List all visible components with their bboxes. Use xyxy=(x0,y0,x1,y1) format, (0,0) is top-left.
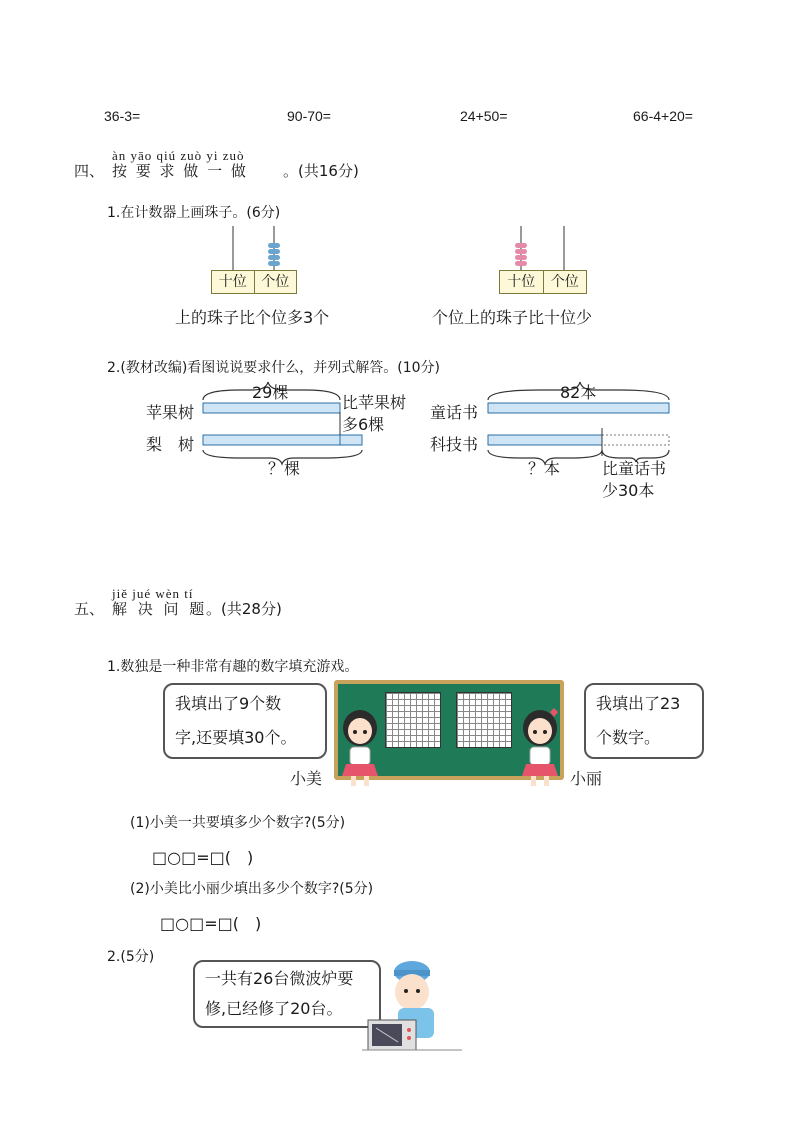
ones-rod xyxy=(563,226,565,270)
q1-text: 1.在计数器上画珠子。(6分) xyxy=(107,205,281,221)
bubble-left-line2: 字,还要填30个。 xyxy=(175,728,297,747)
q5-1-text: 1.数独是一种非常有趣的数字填充游戏。 xyxy=(107,659,359,675)
repairman-illustration xyxy=(362,958,462,1054)
tens-label: 十位 xyxy=(218,274,247,290)
bubble-repair-line1: 一共有26台微波炉要 xyxy=(205,969,354,988)
right-row1-label: 童话书 xyxy=(430,403,479,422)
bead xyxy=(515,255,527,260)
bubble-right-line2: 个数字。 xyxy=(596,728,661,747)
speech-bubble-xiaomei xyxy=(163,683,327,759)
section4-score: 。(共16分) xyxy=(283,162,359,180)
calc-item-2: 90-70= xyxy=(287,108,331,124)
q5-1-sub1: (1)小美一共要填多少个数字?(5分) xyxy=(130,815,346,831)
calc-item-1: 36-3= xyxy=(104,108,141,124)
left-top-value: 29棵 xyxy=(252,383,289,402)
section5-title: 解 决 问 题 xyxy=(112,600,208,618)
calc-item-4: 66-4+20= xyxy=(633,108,693,124)
left-diff-line2: 多6棵 xyxy=(342,415,385,434)
left-diff-line1: 比苹果树 xyxy=(342,393,407,412)
left-caption: 上的珠子比个位多3个 xyxy=(175,308,330,327)
speech-bubble-xiaoli xyxy=(584,683,704,759)
girl-xiaomei-illustration xyxy=(330,702,392,788)
left-bottom-value: ？棵 xyxy=(268,459,301,478)
right-caption: 个位上的珠子比十位少 xyxy=(432,308,593,327)
section4-pinyin: àn yāo qiú zuò yi zuò xyxy=(112,148,245,163)
right-top-value: 82本 xyxy=(560,383,597,402)
name-xiaoli: 小丽 xyxy=(570,769,603,788)
right-bottom-value: ？本 xyxy=(528,459,561,478)
sudoku-grid-left xyxy=(385,692,441,748)
right-diff-line1: 比童话书 xyxy=(602,459,667,478)
left-row2-label: 梨 树 xyxy=(146,435,195,454)
q5-2-text: 2.(5分) xyxy=(107,949,155,965)
bead xyxy=(268,261,280,266)
bead xyxy=(515,261,527,266)
section5-number: 五、 xyxy=(74,600,105,618)
section5-pinyin: jiě jué wèn tí xyxy=(112,586,194,601)
bead xyxy=(268,249,280,254)
bubble-repair-line2: 修,已经修了20台。 xyxy=(205,999,343,1018)
counter-base-left xyxy=(211,270,297,294)
ones-label: 个位 xyxy=(543,271,587,293)
tens-label: 十位 xyxy=(507,274,536,290)
name-xiaomei: 小美 xyxy=(290,769,323,788)
right-diff-line2: 少30本 xyxy=(602,481,655,500)
section5-score: 。(共28分) xyxy=(206,600,282,618)
right-row2-label: 科技书 xyxy=(430,435,479,454)
sudoku-grid-right xyxy=(456,692,512,748)
section4-title: 按 要 求 做 一 做 xyxy=(112,162,248,180)
q5-1-sub2-formula[interactable]: □○□=□( ) xyxy=(160,914,262,933)
bead xyxy=(515,243,527,248)
speech-bubble-repairman xyxy=(193,960,381,1028)
tens-rod xyxy=(232,226,234,270)
bead xyxy=(268,243,280,248)
bubble-left-line1: 我填出了9个数 xyxy=(175,694,282,713)
ones-label: 个位 xyxy=(254,271,297,293)
bubble-right-line1: 我填出了23 xyxy=(596,694,681,713)
bead xyxy=(268,255,280,260)
girl-xiaoli-illustration xyxy=(508,702,570,788)
bead xyxy=(515,249,527,254)
q2-text: 2.(教材改编)看图说说要求什么，并列式解答。(10分) xyxy=(107,360,441,376)
section4-number: 四、 xyxy=(74,162,105,180)
q5-1-sub1-formula[interactable]: □○□=□( ) xyxy=(152,848,254,867)
left-row1-label: 苹果树 xyxy=(146,403,195,422)
counter-base-right xyxy=(499,270,587,294)
q5-1-sub2: (2)小美比小丽少填出多少个数字?(5分) xyxy=(130,881,374,897)
calc-item-3: 24+50= xyxy=(460,108,508,124)
